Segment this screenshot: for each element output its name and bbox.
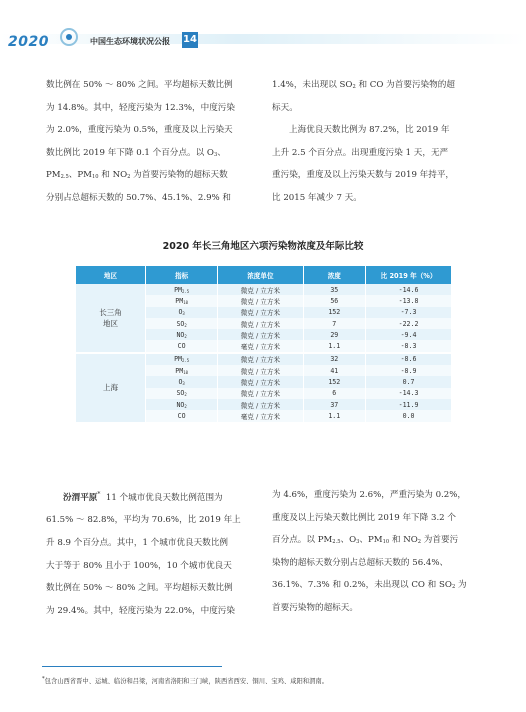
text-line: 数比例在 50% ～ 80% 之间。平均超标天数比例 bbox=[46, 583, 233, 594]
value-cell: 1.1 bbox=[303, 340, 366, 352]
value-cell: 56 bbox=[303, 295, 366, 306]
text-line: 比 2015 年减少 7 天。 bbox=[272, 192, 362, 203]
table-title: 2020 年长三角地区六项污染物浓度及年际比较 bbox=[162, 241, 364, 252]
value-cell: 152 bbox=[303, 376, 366, 387]
text-line: 上升 2.5 个百分点。出现重度污染 1 天，无严 bbox=[272, 147, 449, 158]
change-cell: -7.3 bbox=[366, 307, 452, 318]
col-header-unit: 浓度单位 bbox=[218, 266, 303, 284]
text-line: 大于等于 80% 且小于 100%，10 个城市优良天 bbox=[46, 560, 232, 571]
value-cell: 32 bbox=[303, 353, 366, 365]
change-cell: -11.9 bbox=[366, 399, 452, 410]
unit-cell: 微克 / 立方米 bbox=[218, 284, 303, 295]
text-line: 61.5% ～ 82.8%，平均为 70.6%，比 2019 年上 bbox=[46, 515, 241, 526]
text-line: $PM_{2.5}$、$PM_{10}$ 和 $NO_2$ 为首要污染物的超标天数 bbox=[46, 170, 228, 181]
footnote-mark: * bbox=[97, 491, 101, 498]
value-cell: 35 bbox=[303, 284, 366, 295]
text-line: 染物的超标天数分别占总超标天数的 56.4%、 bbox=[272, 557, 449, 568]
report-title: 中国生态环境状况公报 bbox=[90, 37, 170, 46]
table-row bbox=[76, 353, 452, 365]
report-year: 2020 bbox=[8, 34, 49, 50]
indicator-cell: $O_3$ bbox=[146, 376, 218, 387]
text-line: 汾渭平原* 11 个城市优良天数比例范围为 bbox=[46, 484, 258, 509]
indicator-cell: $NO_2$ bbox=[146, 329, 218, 340]
value-cell: 7 bbox=[303, 318, 366, 329]
table-row bbox=[76, 284, 452, 295]
indicator-cell: CO bbox=[146, 340, 218, 352]
page-header bbox=[0, 0, 526, 60]
text-line: 为 4.6%，重度污染为 2.6%，严重污染为 0.2%， bbox=[272, 490, 467, 500]
change-cell: 0.0 bbox=[366, 410, 452, 421]
indicator-cell: $SO_2$ bbox=[146, 388, 218, 399]
indicator-cell: $O_3$ bbox=[146, 307, 218, 318]
unit-cell: 微克 / 立方米 bbox=[218, 388, 303, 399]
value-cell: 152 bbox=[303, 307, 366, 318]
indicator-cell: $PM_{10}$ bbox=[146, 295, 218, 306]
bottom-left-paragraph bbox=[46, 484, 258, 622]
region-cell: 长三角 地区 bbox=[76, 284, 146, 353]
text-line: 为 29.4%。其中，轻度污染为 22.0%，中度污染 bbox=[46, 605, 235, 616]
text-line: 首要污染物的超标天。 bbox=[272, 602, 358, 613]
col-header-value: 浓度 bbox=[303, 266, 366, 284]
unit-cell: 微克 / 立方米 bbox=[218, 307, 303, 318]
section-heading: 汾渭平原 bbox=[63, 492, 98, 503]
value-cell: 6 bbox=[303, 388, 366, 399]
change-cell: -14.6 bbox=[366, 284, 452, 295]
top-right-paragraph bbox=[272, 74, 484, 210]
text-line: 标天。 bbox=[272, 102, 298, 113]
unit-cell: 微克 / 立方米 bbox=[218, 399, 303, 410]
indicator-cell: $PM_{2.5}$ bbox=[146, 284, 218, 295]
region-cell: 上海 bbox=[76, 353, 146, 422]
footnote-text: 包含山西省晋中、运城、临汾和吕梁，河南省洛阳和三门峡，陕西省西安、铜川、宝鸡、咸阳和渭南。 bbox=[44, 678, 328, 686]
unit-cell: 毫克 / 立方米 bbox=[218, 410, 303, 421]
col-header-indicator: 指标 bbox=[146, 266, 218, 284]
bottom-right-paragraph bbox=[272, 484, 484, 620]
text-line: 36.1%、7.3% 和 0.2%，未出现以 CO 和 $SO_2$ 为 bbox=[272, 580, 467, 591]
indicator-cell: $PM_{2.5}$ bbox=[146, 353, 218, 365]
unit-cell: 毫克 / 立方米 bbox=[218, 340, 303, 352]
value-cell: 1.1 bbox=[303, 410, 366, 421]
text-line: 分别占总超标天数的 50.7%、45.1%、2.9% 和 bbox=[46, 192, 232, 203]
change-cell: 0.7 bbox=[366, 376, 452, 387]
header-band bbox=[0, 34, 526, 44]
value-cell: 41 bbox=[303, 365, 366, 376]
indicator-cell: $PM_{10}$ bbox=[146, 365, 218, 376]
text-line: 重污染，重度及以上污染天数与 2019 年持平， bbox=[272, 170, 455, 181]
logo-icon bbox=[60, 28, 78, 46]
change-cell: -8.6 bbox=[366, 353, 452, 365]
indicator-cell: $SO_2$ bbox=[146, 318, 218, 329]
text-line: 上海优良天数比例为 87.2%，比 2019 年 bbox=[289, 125, 450, 136]
change-cell: -8.9 bbox=[366, 365, 452, 376]
footnote-mark: * bbox=[42, 676, 45, 682]
change-cell: -13.8 bbox=[366, 295, 452, 306]
table-header-row bbox=[76, 266, 452, 284]
unit-cell: 微克 / 立方米 bbox=[218, 295, 303, 306]
value-cell: 29 bbox=[303, 329, 366, 340]
unit-cell: 微克 / 立方米 bbox=[218, 353, 303, 365]
text-line: 为 14.8%。其中，轻度污染为 12.3%，中度污染 bbox=[46, 102, 235, 113]
unit-cell: 微克 / 立方米 bbox=[218, 329, 303, 340]
text-line: 数比例在 50% ～ 80% 之间。平均超标天数比例 bbox=[46, 80, 233, 90]
text-line: 百分点。以 $PM_{2.5}$、$O_3$、$PM_{10}$ 和 $NO_2$ 为首要污 bbox=[272, 535, 459, 546]
text-line: 数比例比 2019 年下降 0.1 个百分点。以 $O_3$、 bbox=[46, 147, 226, 158]
table-body bbox=[76, 284, 452, 422]
text-line: 升 8.9 个百分点。其中，1 个城市优良天数比例 bbox=[46, 538, 229, 549]
pollutant-table bbox=[76, 266, 452, 422]
unit-cell: 微克 / 立方米 bbox=[218, 376, 303, 387]
col-header-change: 比 2019 年（%） bbox=[366, 266, 452, 284]
unit-cell: 微克 / 立方米 bbox=[218, 365, 303, 376]
text-line: 为 2.0%，重度污染为 0.5%，重度及以上污染天 bbox=[46, 125, 233, 136]
page-number: 14 bbox=[182, 32, 198, 48]
value-cell: 37 bbox=[303, 399, 366, 410]
col-header-region: 地区 bbox=[76, 266, 146, 284]
change-cell: -8.3 bbox=[366, 340, 452, 352]
text-line: 重度及以上污染天数比例比 2019 年下降 3.2 个 bbox=[272, 512, 456, 523]
footnote-rule bbox=[42, 666, 222, 667]
text-line: 1.4%，未出现以 $SO_2$ 和 CO 为首要污染物的超 bbox=[272, 80, 455, 91]
change-cell: -9.4 bbox=[366, 329, 452, 340]
indicator-cell: $NO_2$ bbox=[146, 399, 218, 410]
change-cell: -14.3 bbox=[366, 388, 452, 399]
unit-cell: 微克 / 立方米 bbox=[218, 318, 303, 329]
top-left-paragraph bbox=[46, 74, 258, 210]
indicator-cell: CO bbox=[146, 410, 218, 421]
footnote bbox=[42, 676, 328, 685]
change-cell: -22.2 bbox=[366, 318, 452, 329]
